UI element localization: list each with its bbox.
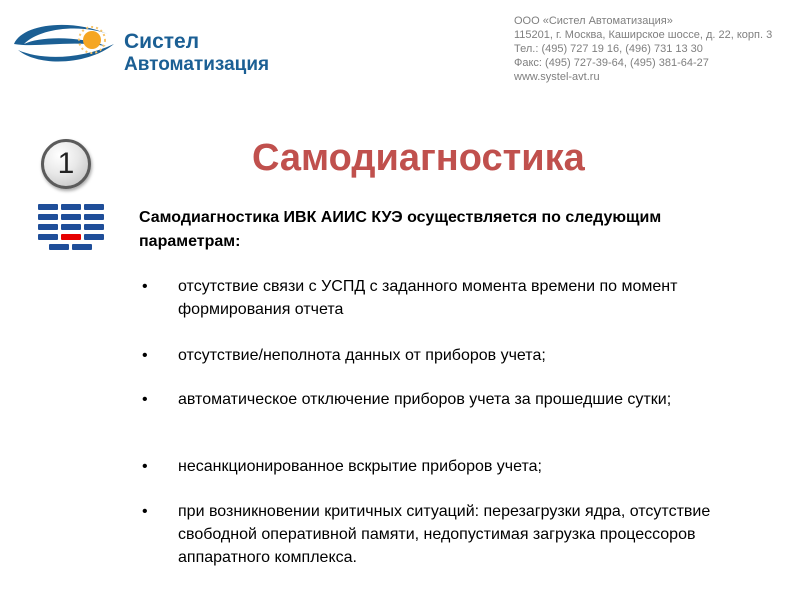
list-item: при возникновении критичных ситуаций: перезагрузки ядра, отсутствие свободной оперативной памяти, недопустимая загрузка процессоров аппаратного комплекса. <box>178 503 711 566</box>
company-phone: Тел.: (495) 727 19 16, (496) 731 13 30 <box>514 43 703 55</box>
company-website: www.systel-avt.ru <box>514 71 600 83</box>
list-item: несанкционированное вскрытие приборов учета; <box>178 458 542 475</box>
company-logo <box>10 14 300 76</box>
list-item: автоматическое отключение приборов учета за прошедшие сутки; <box>178 391 672 408</box>
bullet-marker: • <box>142 347 148 364</box>
company-info <box>514 14 772 84</box>
logo-swoosh-icon <box>10 14 122 76</box>
intro-text: Самодиагностика ИВК АИИС КУЭ осуществляется по следующим параметрам: <box>139 209 662 250</box>
blocks-icon <box>36 204 106 252</box>
bullet-marker: • <box>142 278 148 295</box>
bullet-marker: • <box>142 458 148 475</box>
page-title: Самодиагностика <box>252 137 585 179</box>
list-item: отсутствие связи с УСПД с заданного момента времени по момент формирования отчета <box>178 278 678 318</box>
company-name: ООО «Систел Автоматизация» <box>514 15 673 27</box>
slide-number-badge <box>41 139 91 189</box>
company-fax: Факс: (495) 727-39-64, (495) 381-64-27 <box>514 57 709 69</box>
company-address: 115201, г. Москва, Каширское шоссе, д. 22, корп. 3 <box>514 29 773 41</box>
slide-number: 1 <box>57 147 75 180</box>
bullet-marker: • <box>142 391 148 408</box>
logo-line1: Систел <box>124 30 200 53</box>
logo-line2: Автоматизация <box>124 54 270 75</box>
bullet-marker: • <box>142 503 148 520</box>
list-item: отсутствие/неполнота данных от приборов учета; <box>178 347 546 364</box>
